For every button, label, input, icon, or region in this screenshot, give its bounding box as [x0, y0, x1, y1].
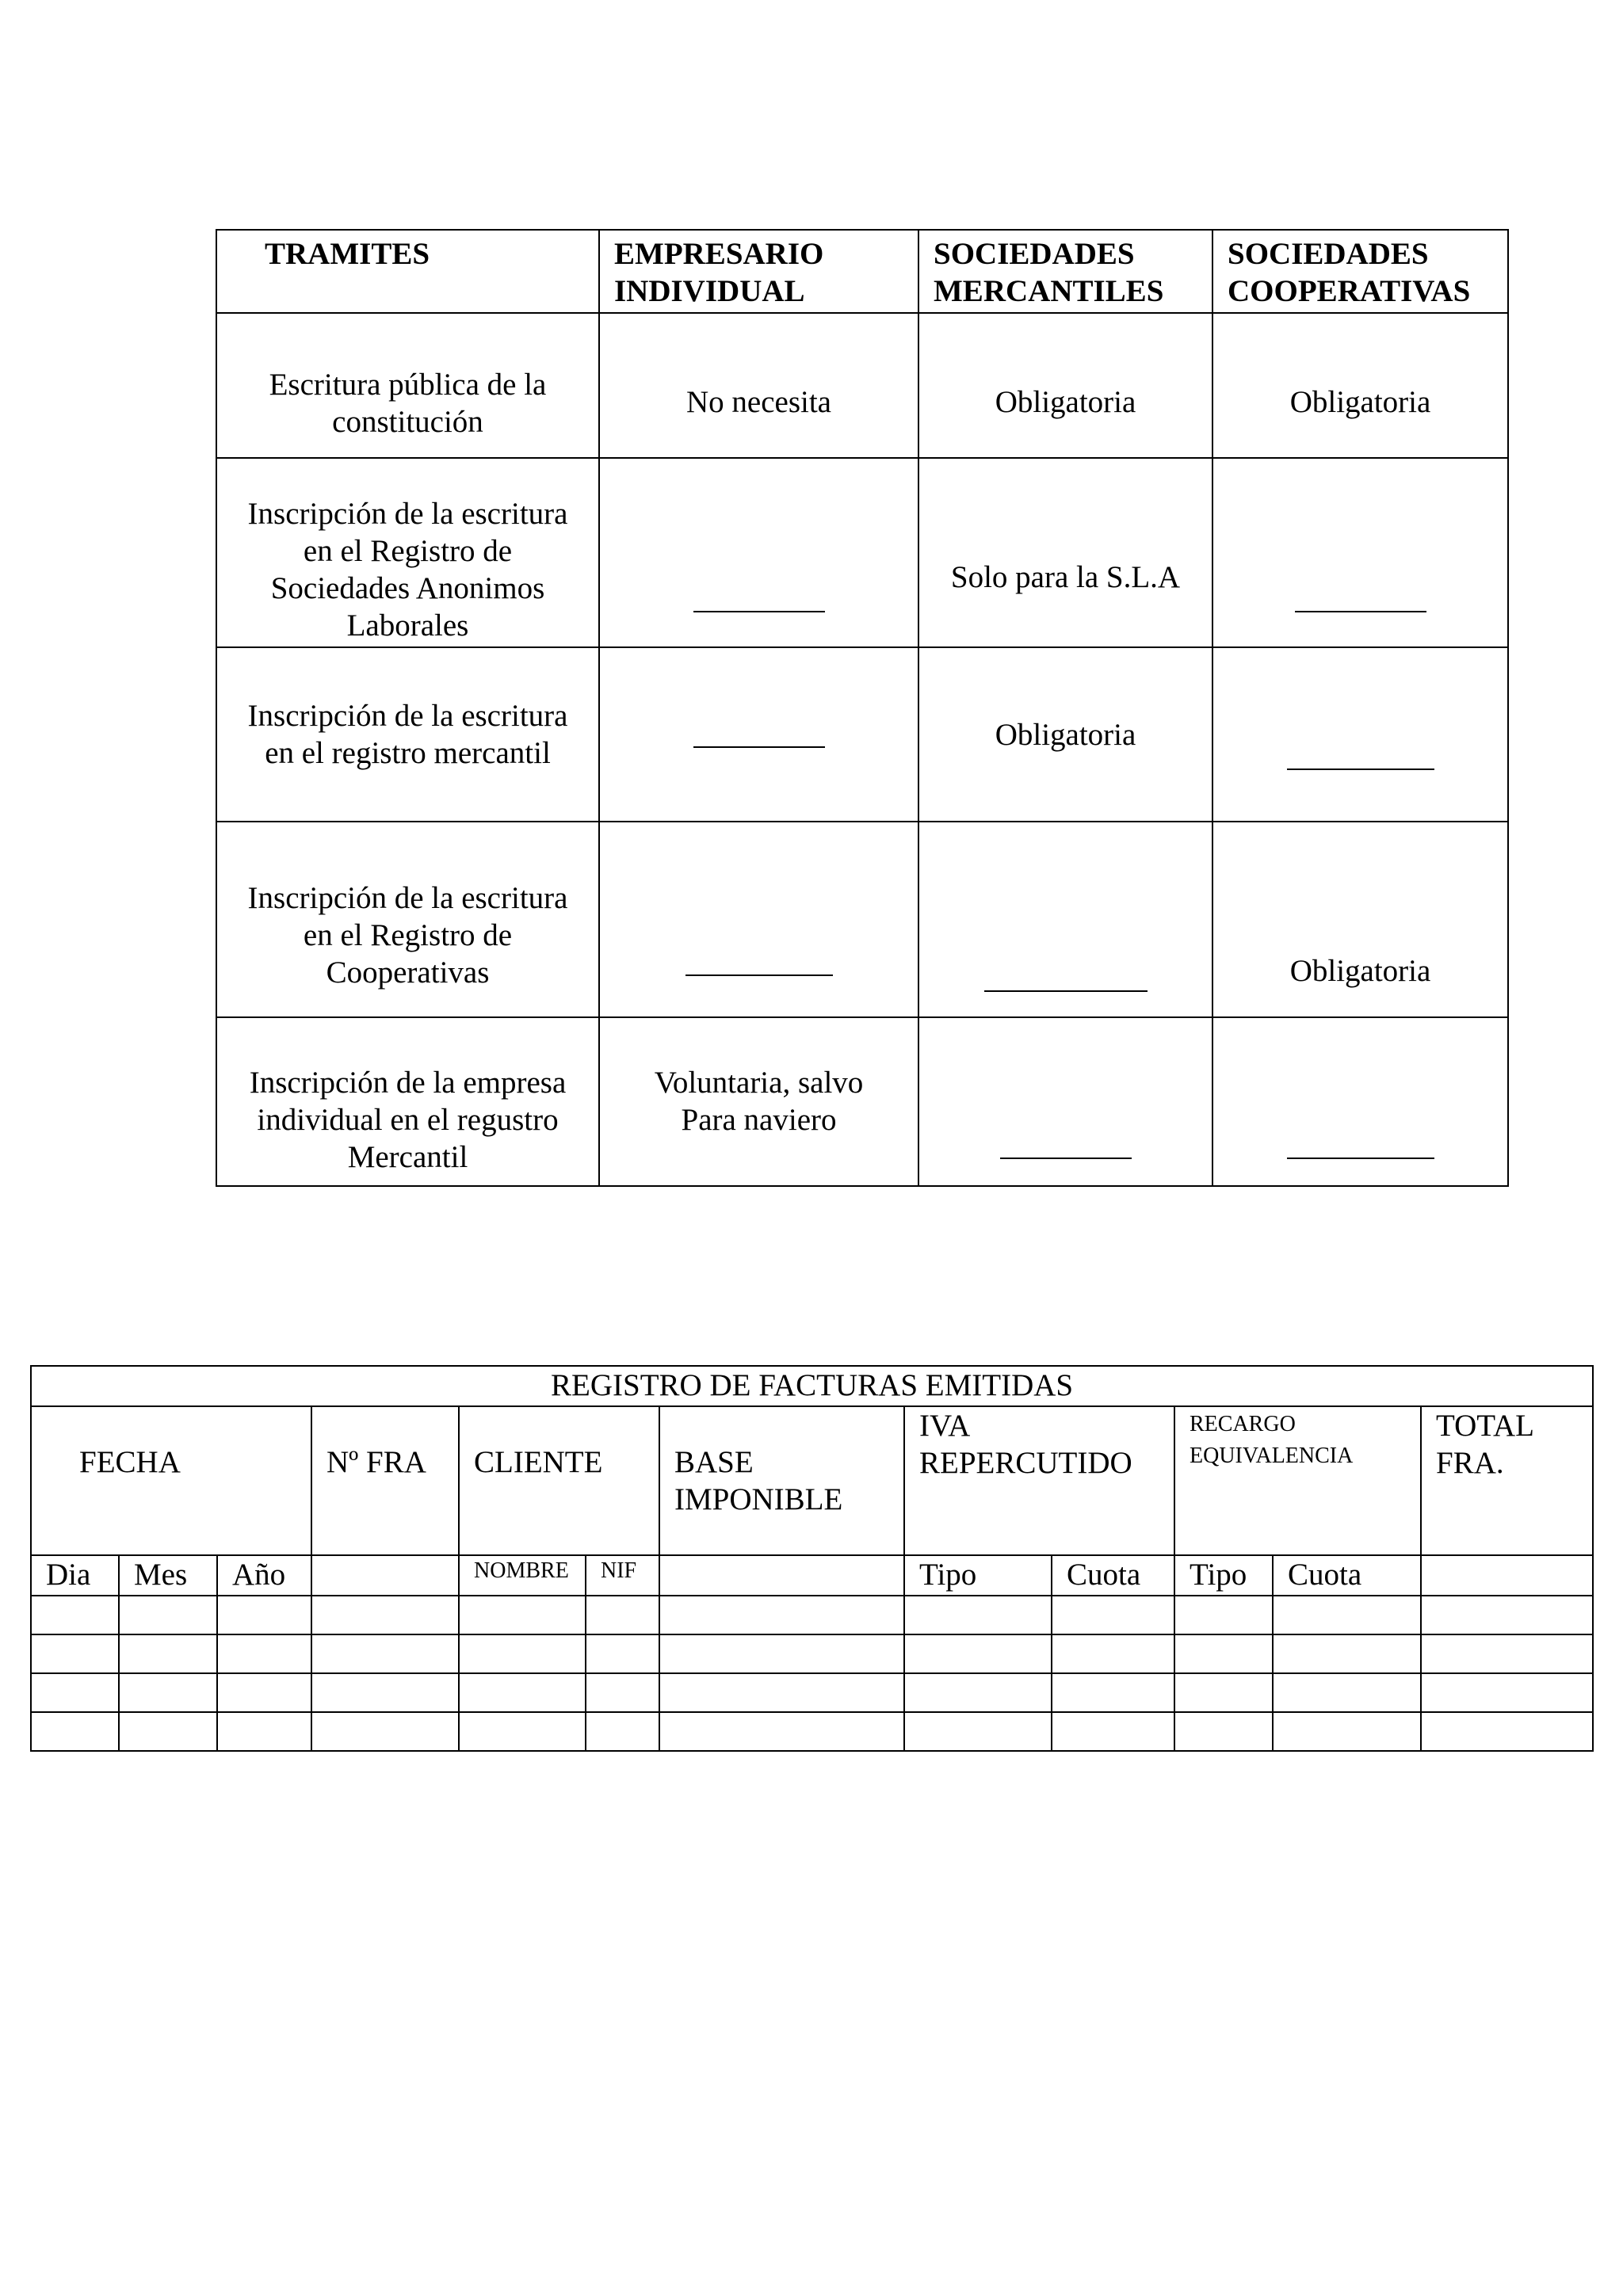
header-sociedades-mercantiles: SOCIEDADES MERCANTILES: [918, 230, 1212, 313]
header-fecha: FECHA: [31, 1406, 311, 1555]
mercantiles-cell: Solo para la S.L.A: [918, 458, 1212, 647]
registro-entry-cell[interactable]: [904, 1634, 1052, 1673]
empty-dash: [693, 611, 825, 612]
header-tramites: TRAMITES: [216, 230, 599, 313]
cooperativas-cell: [1212, 458, 1508, 647]
header-sociedades-cooperativas: SOCIEDADES COOPERATIVAS: [1212, 230, 1508, 313]
cooperativas-cell: Obligatoria: [1212, 313, 1508, 458]
registro-entry-cell[interactable]: [31, 1596, 119, 1634]
tramite-cell: Inscripción de la empresa individual en el regustro Mercantil: [216, 1017, 599, 1186]
tramites-row: [216, 458, 1508, 647]
subheader-base-empty: [659, 1555, 904, 1596]
tramites-row: [216, 822, 1508, 1017]
registro-entry-cell[interactable]: [459, 1673, 586, 1712]
header-iva-repercutido: IVA REPERCUTIDO: [904, 1406, 1174, 1555]
registro-entry-cell[interactable]: [1052, 1712, 1174, 1751]
registro-entry-cell[interactable]: [459, 1596, 586, 1634]
empresario-cell: No necesita: [599, 313, 918, 458]
registro-entry-cell[interactable]: [119, 1634, 217, 1673]
empresario-cell: [599, 822, 918, 1017]
registro-entry-cell[interactable]: [1052, 1596, 1174, 1634]
cooperativas-cell: [1212, 1017, 1508, 1186]
registro-entry-cell[interactable]: [1273, 1712, 1421, 1751]
subheader-iva-cuota: Cuota: [1052, 1555, 1174, 1596]
registro-entry-cell[interactable]: [586, 1673, 659, 1712]
registro-entry-cell[interactable]: [217, 1673, 311, 1712]
registro-entry-cell[interactable]: [1273, 1673, 1421, 1712]
mercantiles-cell: [918, 1017, 1212, 1186]
registro-entry-cell[interactable]: [459, 1712, 586, 1751]
registro-entry-cell[interactable]: [1273, 1596, 1421, 1634]
registro-entry-cell[interactable]: [31, 1634, 119, 1673]
header-empresario-individual: EMPRESARIO INDIVIDUAL: [599, 230, 918, 313]
registro-entry-cell[interactable]: [586, 1596, 659, 1634]
subheader-iva-tipo: Tipo: [904, 1555, 1052, 1596]
header-base-imponible: BASE IMPONIBLE: [659, 1406, 904, 1555]
tramites-row: [216, 313, 1508, 458]
registro-entry-cell[interactable]: [217, 1596, 311, 1634]
empty-dash: [1295, 611, 1426, 612]
registro-entry-cell[interactable]: [311, 1596, 459, 1634]
registro-entry-cell[interactable]: [1421, 1673, 1593, 1712]
subheader-anio: Año: [217, 1555, 311, 1596]
subheader-num-fra-empty: [311, 1555, 459, 1596]
registro-entry-cell[interactable]: [1174, 1596, 1273, 1634]
header-num-fra: Nº FRA: [311, 1406, 459, 1555]
tramite-cell: Inscripción de la escritura en el registro mercantil: [216, 647, 599, 822]
header-total-fra: TOTAL FRA.: [1421, 1406, 1593, 1555]
registro-entry-cell[interactable]: [1174, 1712, 1273, 1751]
empresario-cell: [599, 647, 918, 822]
registro-facturas-table: [30, 1365, 1594, 1752]
registro-entry-cell[interactable]: [1421, 1712, 1593, 1751]
registro-entry-cell[interactable]: [217, 1712, 311, 1751]
tramites-header-row: [216, 230, 1508, 313]
registro-entry-row: [31, 1596, 1593, 1634]
subheader-total-empty: [1421, 1555, 1593, 1596]
registro-entry-row: [31, 1712, 1593, 1751]
registro-entry-cell[interactable]: [1052, 1634, 1174, 1673]
registro-entry-cell[interactable]: [119, 1673, 217, 1712]
registro-entry-cell[interactable]: [659, 1596, 904, 1634]
registro-entry-cell[interactable]: [1273, 1634, 1421, 1673]
registro-entry-cell[interactable]: [311, 1712, 459, 1751]
registro-entry-row: [31, 1634, 1593, 1673]
registro-entry-cell[interactable]: [1174, 1673, 1273, 1712]
tramites-row: [216, 647, 1508, 822]
subheader-mes: Mes: [119, 1555, 217, 1596]
subheader-dia: Dia: [31, 1555, 119, 1596]
registro-entry-cell[interactable]: [1174, 1634, 1273, 1673]
registro-entry-cell[interactable]: [904, 1596, 1052, 1634]
registro-title-row: [31, 1366, 1593, 1406]
registro-entry-cell[interactable]: [217, 1634, 311, 1673]
empty-dash: [693, 746, 825, 748]
registro-entry-cell[interactable]: [31, 1673, 119, 1712]
subheader-nombre: NOMBRE: [459, 1555, 586, 1596]
registro-entry-cell[interactable]: [311, 1634, 459, 1673]
registro-header-row: [31, 1406, 1593, 1555]
mercantiles-cell: Obligatoria: [918, 313, 1212, 458]
empty-dash: [1000, 1158, 1132, 1159]
empty-dash: [984, 990, 1148, 992]
tramite-cell: Inscripción de la escritura en el Registro de Cooperativas: [216, 822, 599, 1017]
registro-entry-cell[interactable]: [904, 1673, 1052, 1712]
empresario-cell: [599, 458, 918, 647]
empty-dash: [1287, 1158, 1434, 1159]
tramite-cell: Escritura pública de la constitución: [216, 313, 599, 458]
registro-subheader-row: [31, 1555, 1593, 1596]
mercantiles-cell: [918, 822, 1212, 1017]
registro-entry-row: [31, 1673, 1593, 1712]
registro-entry-cell[interactable]: [1421, 1596, 1593, 1634]
subheader-rec-tipo: Tipo: [1174, 1555, 1273, 1596]
mercantiles-cell: Obligatoria: [918, 647, 1212, 822]
registro-entry-cell[interactable]: [586, 1634, 659, 1673]
cooperativas-cell: Obligatoria: [1212, 822, 1508, 1017]
registro-entry-cell[interactable]: [31, 1712, 119, 1751]
registro-entry-cell[interactable]: [119, 1596, 217, 1634]
registro-blank-rows: [31, 1596, 1593, 1751]
registro-entry-cell[interactable]: [659, 1712, 904, 1751]
registro-title: REGISTRO DE FACTURAS EMITIDAS: [31, 1366, 1593, 1406]
cooperativas-cell: [1212, 647, 1508, 822]
header-cliente: CLIENTE: [459, 1406, 659, 1555]
registro-entry-cell[interactable]: [659, 1673, 904, 1712]
registro-entry-cell[interactable]: [1421, 1634, 1593, 1673]
empty-dash: [685, 974, 833, 976]
registro-entry-cell[interactable]: [311, 1673, 459, 1712]
tramites-table: [216, 229, 1509, 1187]
tramites-row: [216, 1017, 1508, 1186]
subheader-nif: NIF: [586, 1555, 659, 1596]
registro-entry-cell[interactable]: [659, 1634, 904, 1673]
registro-entry-cell[interactable]: [119, 1712, 217, 1751]
registro-entry-cell[interactable]: [1052, 1673, 1174, 1712]
empresario-cell: Voluntaria, salvo Para naviero: [599, 1017, 918, 1186]
registro-entry-cell[interactable]: [459, 1634, 586, 1673]
empty-dash: [1287, 769, 1434, 770]
tramite-cell: Inscripción de la escritura en el Registro de Sociedades Anonimos Laborales: [216, 458, 599, 647]
registro-entry-cell[interactable]: [586, 1712, 659, 1751]
header-recargo-equivalencia: RECARGO EQUIVALENCIA: [1174, 1406, 1421, 1555]
subheader-rec-cuota: Cuota: [1273, 1555, 1421, 1596]
registro-entry-cell[interactable]: [904, 1712, 1052, 1751]
